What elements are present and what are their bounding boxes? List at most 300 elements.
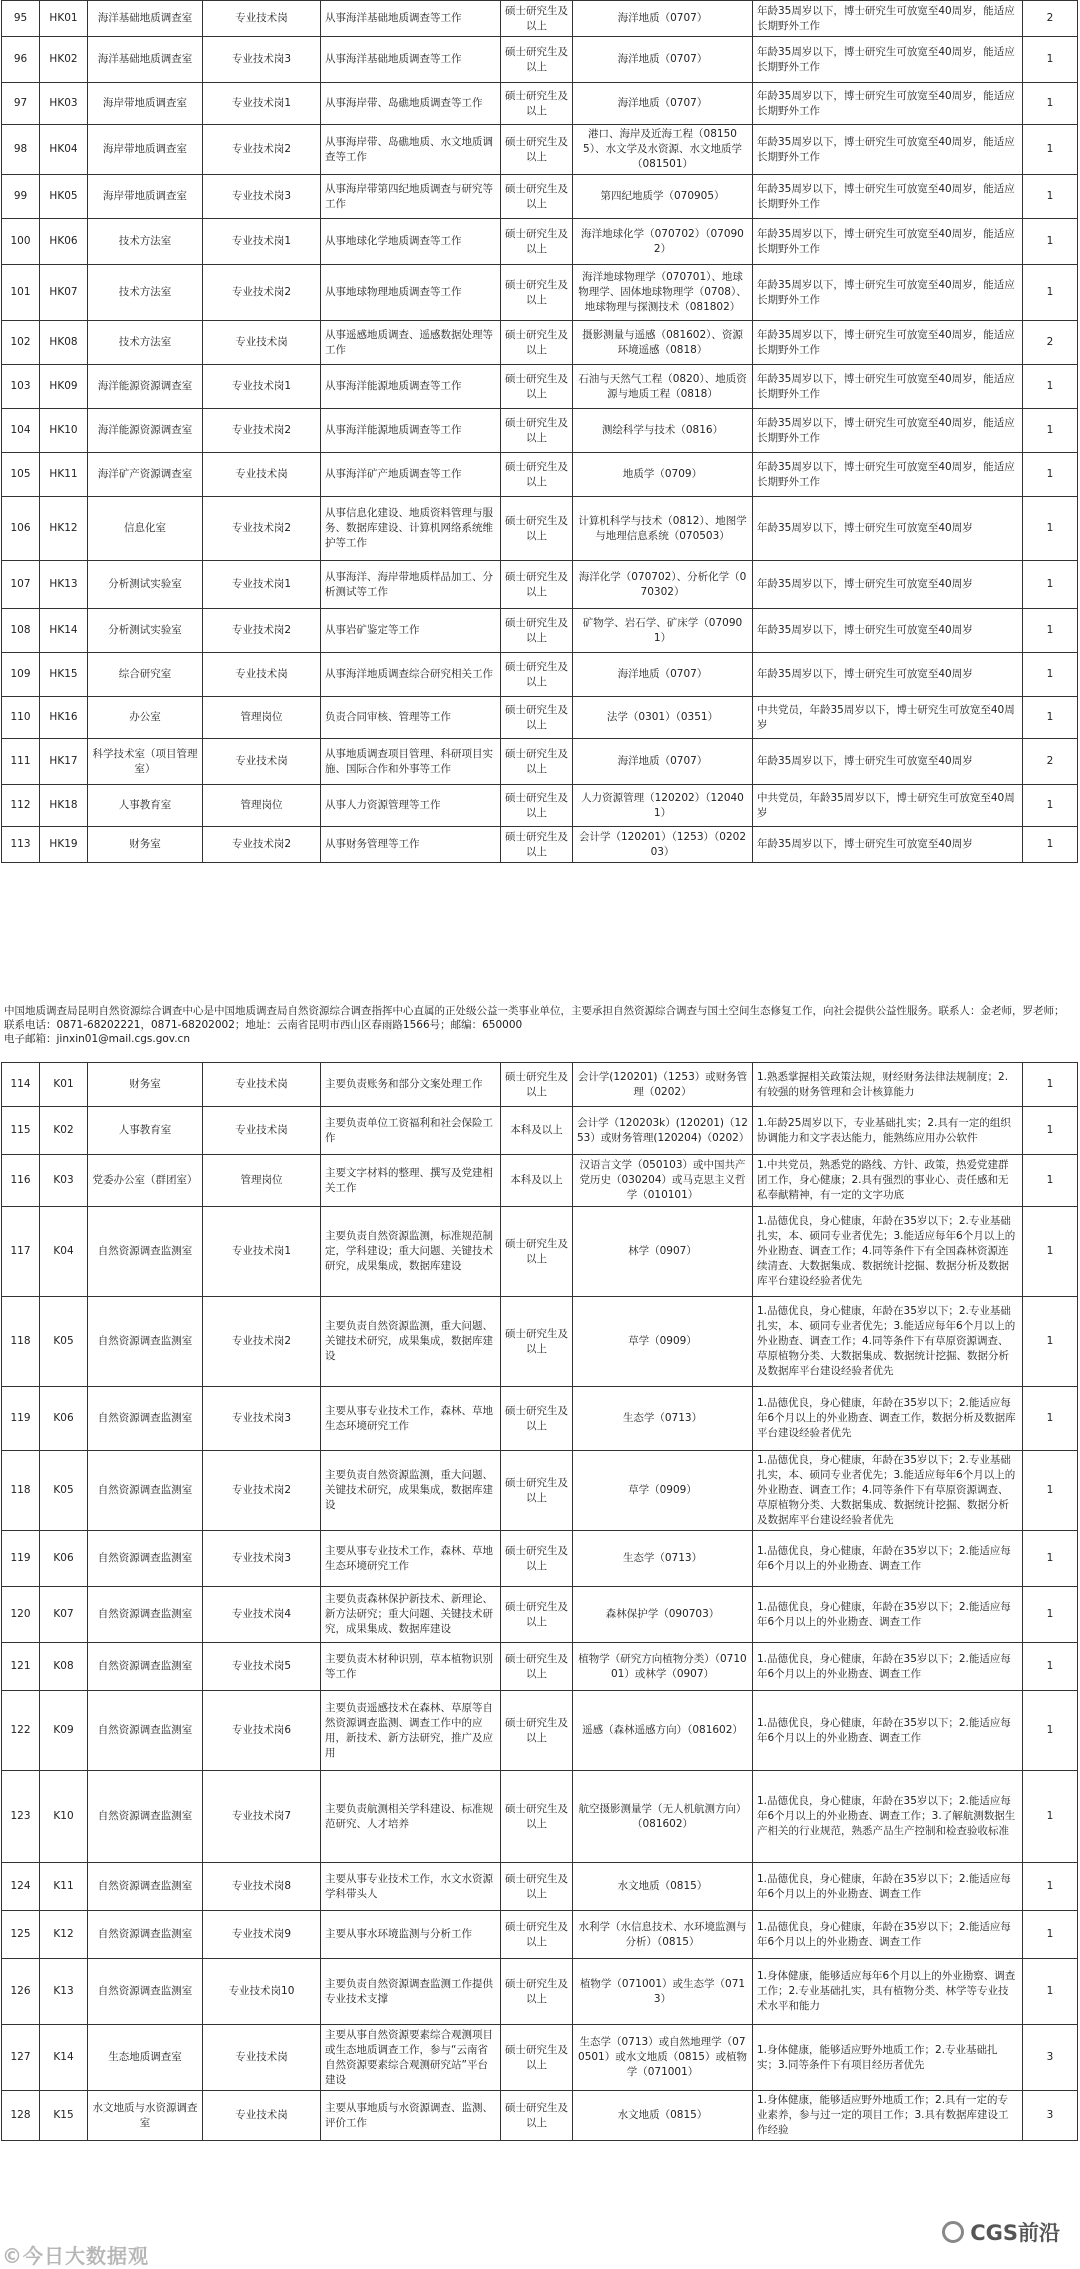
requirements-cell: 年龄35周岁以下，博士研究生可放宽至40周岁，能适应长期野外工作: [753, 175, 1023, 219]
table-row: [2, 365, 1078, 409]
job-duties-cell: 从事地球物理地质调查等工作: [321, 265, 501, 321]
requirements-cell: 1.品德优良，身心健康，年龄在35岁以下；2.能适应每年6个月以上的外业勘查、调查工作: [753, 1643, 1023, 1691]
table-row: [2, 653, 1078, 697]
job-duties-cell: 从事海岸带、岛礁地质调查等工作: [321, 83, 501, 125]
headcount-cell: 1: [1023, 1771, 1078, 1863]
department-cell: 技术方法室: [88, 219, 203, 265]
major-cell: 人力资源管理（120202）（120401）: [573, 785, 753, 827]
post-type-cell: 专业技术岗: [203, 739, 321, 785]
headcount-cell: 1: [1023, 1863, 1078, 1911]
headcount-cell: 1: [1023, 609, 1078, 653]
major-cell: 林学（0907）: [573, 1207, 753, 1297]
post-type-cell: 专业技术岗: [203, 1, 321, 37]
department-cell: 人事教育室: [88, 785, 203, 827]
job-duties-cell: 主要负责航测相关学科建设、标准规范研究、人才培养: [321, 1771, 501, 1863]
headcount-cell: 1: [1023, 561, 1078, 609]
headcount-cell: 3: [1023, 2025, 1078, 2091]
table-row: [2, 125, 1078, 175]
post-code-cell: K02: [40, 1107, 88, 1155]
table-row: [2, 1863, 1078, 1911]
requirements-cell: 1.品德优良，身心健康，年龄在35岁以下；2.能适应每年6个月以上的外业勘查、调查工作: [753, 1863, 1023, 1911]
headcount-cell: 1: [1023, 497, 1078, 561]
row-number-cell: 117: [2, 1207, 40, 1297]
department-cell: 水文地质与水资源调查室: [88, 2091, 203, 2141]
notice-text: 中国地质调查局昆明自然资源综合调查中心是中国地质调查局自然资源综合调查指挥中心直属的正处级公益一类事业单位，主要承担自然资源综合调查与国土空间生态修复工作，向社会提供公益性服务。联系人：金老师，罗老师；联系电话：0871-68202221，0871-68202002；地址：云南省昆明市西山区春雨路1566号；邮编：650000: [4, 1005, 1065, 1031]
job-duties-cell: 主要负责木材种识别，草本植物识别等工作: [321, 1643, 501, 1691]
department-cell: 海洋矿产资源调查室: [88, 453, 203, 497]
requirements-cell: 年龄35周岁以下，博士研究生可放宽至40周岁，能适应长期野外工作: [753, 321, 1023, 365]
table-row: [2, 1691, 1078, 1771]
education-cell: 硕士研究生及以上: [501, 37, 573, 83]
major-cell: 生态学（0713）: [573, 1387, 753, 1451]
row-number-cell: 97: [2, 83, 40, 125]
job-duties-cell: 主要从事专业技术工作，森林、草地生态环境研究工作: [321, 1531, 501, 1587]
row-number-cell: 102: [2, 321, 40, 365]
requirements-cell: 年龄35周岁以下，博士研究生可放宽至40周岁，能适应长期野外工作: [753, 265, 1023, 321]
row-number-cell: 126: [2, 1959, 40, 2025]
post-code-cell: HK16: [40, 697, 88, 739]
job-duties-cell: 从事海洋矿产地质调查等工作: [321, 453, 501, 497]
row-number-cell: 128: [2, 2091, 40, 2141]
row-number-cell: 95: [2, 1, 40, 37]
table-row: [2, 219, 1078, 265]
department-cell: 海岸带地质调查室: [88, 83, 203, 125]
job-duties-cell: 主要负责单位工资福利和社会保险工作: [321, 1107, 501, 1155]
education-cell: 硕士研究生及以上: [501, 321, 573, 365]
post-type-cell: 专业技术岗2: [203, 827, 321, 863]
major-cell: 海洋地质（0707）: [573, 653, 753, 697]
education-cell: 本科及以上: [501, 1155, 573, 1207]
major-cell: 矿物学、岩石学、矿床学（070901）: [573, 609, 753, 653]
department-cell: 技术方法室: [88, 265, 203, 321]
headcount-cell: 1: [1023, 1063, 1078, 1107]
post-code-cell: K09: [40, 1691, 88, 1771]
table-row: [2, 497, 1078, 561]
post-type-cell: 专业技术岗1: [203, 365, 321, 409]
table-row: [2, 1297, 1078, 1387]
department-cell: 自然资源调查监测室: [88, 1451, 203, 1531]
table-row: [2, 1, 1078, 37]
job-duties-cell: 主要从事水环境监测与分析工作: [321, 1911, 501, 1959]
job-duties-cell: 从事地质调查项目管理、科研项目实施、国际合作和外事等工作: [321, 739, 501, 785]
major-cell: 植物学（071001）或生态学（0713）: [573, 1959, 753, 2025]
table-row: [2, 37, 1078, 83]
row-number-cell: 114: [2, 1063, 40, 1107]
row-number-cell: 124: [2, 1863, 40, 1911]
row-number-cell: 110: [2, 697, 40, 739]
headcount-cell: 1: [1023, 1643, 1078, 1691]
major-cell: 植物学（研究方向植物分类）（071001）或林学（0907）: [573, 1643, 753, 1691]
education-cell: 硕士研究生及以上: [501, 1207, 573, 1297]
post-type-cell: 专业技术岗: [203, 2091, 321, 2141]
education-cell: 硕士研究生及以上: [501, 175, 573, 219]
requirements-cell: 1.品德优良，身心健康，年龄在35岁以下；2.专业基础扎实，本、硕同专业者优先；3.能适应每年6个月以上的外业勘查、调查工作；4.同等条件下有草原资源调查、草原植物分类、大数据集成、数据统计挖掘、数据分析及数据库平台建设经验者优先: [753, 1297, 1023, 1387]
headcount-cell: 1: [1023, 1911, 1078, 1959]
table-row: [2, 785, 1078, 827]
department-cell: 人事教育室: [88, 1107, 203, 1155]
headcount-cell: 1: [1023, 409, 1078, 453]
education-cell: 硕士研究生及以上: [501, 785, 573, 827]
table-row: [2, 453, 1078, 497]
watermark-right: [942, 2217, 1060, 2247]
table-row: [2, 1959, 1078, 2025]
job-duties-cell: 主要负责自然资源监测，标准规范制定，学科建设；重大问题、关键技术研究，成果集成，数据库建设: [321, 1207, 501, 1297]
major-cell: 地质学（0709）: [573, 453, 753, 497]
job-duties-cell: 主要负责自然资源调查监测工作提供专业技术支撑: [321, 1959, 501, 2025]
row-number-cell: 108: [2, 609, 40, 653]
education-cell: 硕士研究生及以上: [501, 219, 573, 265]
requirements-cell: 年龄35周岁以下，博士研究生可放宽至40周岁: [753, 561, 1023, 609]
education-cell: 硕士研究生及以上: [501, 1771, 573, 1863]
job-duties-cell: 从事财务管理等工作: [321, 827, 501, 863]
major-cell: 测绘科学与技术（0816）: [573, 409, 753, 453]
major-cell: 海洋地球物理学（070701）、地球物理学、固体地球物理学（0708）、地球物理与探测技术（081802）: [573, 265, 753, 321]
requirements-cell: 年龄35周岁以下，博士研究生可放宽至40周岁，能适应长期野外工作: [753, 125, 1023, 175]
post-code-cell: K13: [40, 1959, 88, 2025]
education-cell: 硕士研究生及以上: [501, 1387, 573, 1451]
post-code-cell: K07: [40, 1587, 88, 1643]
table-row: [2, 2091, 1078, 2141]
major-cell: 港口、海岸及近海工程（081505）、水文学及水资源、水文地质学（081501）: [573, 125, 753, 175]
requirements-cell: 中共党员，年龄35周岁以下，博士研究生可放宽至40周岁: [753, 697, 1023, 739]
headcount-cell: 1: [1023, 125, 1078, 175]
headcount-cell: 1: [1023, 83, 1078, 125]
education-cell: 硕士研究生及以上: [501, 453, 573, 497]
education-cell: 硕士研究生及以上: [501, 1451, 573, 1531]
requirements-cell: 年龄35周岁以下，博士研究生可放宽至40周岁，能适应长期野外工作: [753, 37, 1023, 83]
post-type-cell: 专业技术岗2: [203, 409, 321, 453]
post-type-cell: 专业技术岗: [203, 653, 321, 697]
major-cell: 会计学(120201)（1253）或财务管理（0202）: [573, 1063, 753, 1107]
job-duties-cell: 主要从事地质与水资源调查、监测、评价工作: [321, 2091, 501, 2141]
department-cell: 信息化室: [88, 497, 203, 561]
major-cell: 海洋地球化学（070702）（070902）: [573, 219, 753, 265]
education-cell: 硕士研究生及以上: [501, 2091, 573, 2141]
post-type-cell: 专业技术岗3: [203, 1387, 321, 1451]
job-duties-cell: 从事人力资源管理等工作: [321, 785, 501, 827]
job-duties-cell: 从事海岸带、岛礁地质、水文地质调查等工作: [321, 125, 501, 175]
requirements-cell: 年龄35周岁以下，博士研究生可放宽至40周岁，能适应长期野外工作: [753, 1, 1023, 37]
table-row: [2, 827, 1078, 863]
headcount-cell: 1: [1023, 37, 1078, 83]
job-duties-cell: 从事信息化建设、地质资料管理与服务、数据库建设、计算机网络系统维护等工作: [321, 497, 501, 561]
post-type-cell: 专业技术岗2: [203, 125, 321, 175]
headcount-cell: 1: [1023, 785, 1078, 827]
job-duties-cell: 从事海洋基础地质调查等工作: [321, 37, 501, 83]
major-cell: 海洋地质（0707）: [573, 1, 753, 37]
education-cell: 硕士研究生及以上: [501, 125, 573, 175]
major-cell: 会计学（120203k）(120201)（1253）或财务管理(120204)（0202）: [573, 1107, 753, 1155]
education-cell: 硕士研究生及以上: [501, 1063, 573, 1107]
job-duties-cell: 主要负责自然资源监测，重大问题、关键技术研究，成果集成，数据库建设: [321, 1451, 501, 1531]
post-type-cell: 专业技术岗3: [203, 175, 321, 219]
requirements-cell: 1.品德优良，身心健康，年龄在35岁以下；2.能适应每年6个月以上的外业勘查、调查工作: [753, 1691, 1023, 1771]
post-code-cell: K05: [40, 1297, 88, 1387]
department-cell: 分析测试实验室: [88, 609, 203, 653]
job-duties-cell: 主要从事专业技术工作，森林、草地生态环境研究工作: [321, 1387, 501, 1451]
job-duties-cell: 主要负责自然资源监测，重大问题、关键技术研究，成果集成，数据库建设: [321, 1297, 501, 1387]
major-cell: 航空摄影测量学（无人机航测方向）（081602）: [573, 1771, 753, 1863]
post-type-cell: 专业技术岗2: [203, 265, 321, 321]
post-type-cell: 专业技术岗2: [203, 1297, 321, 1387]
department-cell: 科学技术室（项目管理室）: [88, 739, 203, 785]
education-cell: 硕士研究生及以上: [501, 1587, 573, 1643]
post-code-cell: HK04: [40, 125, 88, 175]
post-code-cell: K06: [40, 1387, 88, 1451]
job-duties-cell: 从事海洋基础地质调查等工作: [321, 1, 501, 37]
post-type-cell: 专业技术岗9: [203, 1911, 321, 1959]
requirements-cell: 年龄35周岁以下，博士研究生可放宽至40周岁: [753, 497, 1023, 561]
department-cell: 办公室: [88, 697, 203, 739]
job-duties-cell: 主要负责遥感技术在森林、草原等自然资源调查监测、调查工作中的应用，新技术、新方法研究，推广及应用: [321, 1691, 501, 1771]
post-code-cell: HK02: [40, 37, 88, 83]
post-type-cell: 专业技术岗1: [203, 219, 321, 265]
major-cell: 遥感（森林遥感方向）（081602）: [573, 1691, 753, 1771]
post-type-cell: 专业技术岗2: [203, 609, 321, 653]
headcount-cell: 1: [1023, 1691, 1078, 1771]
table-row: [2, 265, 1078, 321]
job-duties-cell: 从事地球化学地质调查等工作: [321, 219, 501, 265]
post-code-cell: HK01: [40, 1, 88, 37]
headcount-cell: 1: [1023, 1155, 1078, 1207]
row-number-cell: 100: [2, 219, 40, 265]
row-number-cell: 111: [2, 739, 40, 785]
requirements-cell: 1.品德优良，身心健康，年龄在35岁以下；2.能适应每年6个月以上的外业勘查、调查工作；3.了解航测数据生产相关的行业规范，熟悉产品生产控制和检查验收标准: [753, 1771, 1023, 1863]
post-type-cell: 专业技术岗3: [203, 37, 321, 83]
headcount-cell: 1: [1023, 653, 1078, 697]
post-type-cell: 专业技术岗: [203, 1107, 321, 1155]
job-duties-cell: 从事海洋、海岸带地质样品加工、分析测试等工作: [321, 561, 501, 609]
requirements-cell: 年龄35周岁以下，博士研究生可放宽至40周岁: [753, 653, 1023, 697]
table-row: [2, 1063, 1078, 1107]
department-cell: 自然资源调查监测室: [88, 1587, 203, 1643]
job-duties-cell: 主要从事自然资源要素综合观测项目或生态地质调查工作，参与“云南省自然资源要素综合观测研究站”平台建设: [321, 2025, 501, 2091]
post-type-cell: 管理岗位: [203, 697, 321, 739]
major-cell: 第四纪地质学（070905）: [573, 175, 753, 219]
headcount-cell: 2: [1023, 1, 1078, 37]
post-code-cell: K12: [40, 1911, 88, 1959]
headcount-cell: 3: [1023, 2091, 1078, 2141]
post-code-cell: HK15: [40, 653, 88, 697]
post-code-cell: K01: [40, 1063, 88, 1107]
department-cell: 自然资源调查监测室: [88, 1691, 203, 1771]
major-cell: 会计学（120201）（1253）（020203）: [573, 827, 753, 863]
job-duties-cell: 从事海洋能源地质调查等工作: [321, 409, 501, 453]
row-number-cell: 116: [2, 1155, 40, 1207]
post-type-cell: 专业技术岗: [203, 453, 321, 497]
recruitment-table-part2: [1, 1062, 1078, 2141]
post-code-cell: K05: [40, 1451, 88, 1531]
education-cell: 硕士研究生及以上: [501, 83, 573, 125]
table-row: [2, 1387, 1078, 1451]
post-code-cell: HK08: [40, 321, 88, 365]
job-duties-cell: 从事海岸带第四纪地质调查与研究等工作: [321, 175, 501, 219]
wechat-logo-icon: [942, 2221, 964, 2243]
job-duties-cell: 主要从事专业技术工作，水文水资源学科带头人: [321, 1863, 501, 1911]
education-cell: 硕士研究生及以上: [501, 697, 573, 739]
requirements-cell: 1.年龄25周岁以下，专业基础扎实；2.具有一定的组织协调能力和文字表达能力，能熟练应用办公软件: [753, 1107, 1023, 1155]
table-row: [2, 1911, 1078, 1959]
post-code-cell: HK09: [40, 365, 88, 409]
post-code-cell: HK06: [40, 219, 88, 265]
education-cell: 硕士研究生及以上: [501, 609, 573, 653]
education-cell: 硕士研究生及以上: [501, 1531, 573, 1587]
post-type-cell: 专业技术岗4: [203, 1587, 321, 1643]
job-duties-cell: 负责合同审核、管理等工作: [321, 697, 501, 739]
education-cell: 硕士研究生及以上: [501, 1911, 573, 1959]
major-cell: 计算机科学与技术（0812）、地图学与地理信息系统（070503）: [573, 497, 753, 561]
post-code-cell: K08: [40, 1643, 88, 1691]
post-type-cell: 专业技术岗: [203, 2025, 321, 2091]
post-type-cell: 专业技术岗6: [203, 1691, 321, 1771]
department-cell: 分析测试实验室: [88, 561, 203, 609]
table-row: [2, 1207, 1078, 1297]
headcount-cell: 1: [1023, 453, 1078, 497]
post-code-cell: K04: [40, 1207, 88, 1297]
department-cell: 自然资源调查监测室: [88, 1643, 203, 1691]
department-cell: 自然资源调查监测室: [88, 1911, 203, 1959]
row-number-cell: 113: [2, 827, 40, 863]
row-number-cell: 121: [2, 1643, 40, 1691]
education-cell: 硕士研究生及以上: [501, 827, 573, 863]
department-cell: 自然资源调查监测室: [88, 1387, 203, 1451]
requirements-cell: 1.身体健康，能够适应野外地质工作；2.具有一定的专业素养，参与过一定的项目工作；3.具有数据库建设工作经验: [753, 2091, 1023, 2141]
major-cell: 法学（0301）（0351）: [573, 697, 753, 739]
education-cell: 硕士研究生及以上: [501, 2025, 573, 2091]
table-row: [2, 409, 1078, 453]
post-type-cell: 管理岗位: [203, 1155, 321, 1207]
table-row: [2, 1451, 1078, 1531]
table-row: [2, 561, 1078, 609]
requirements-cell: 年龄35周岁以下，博士研究生可放宽至40周岁: [753, 827, 1023, 863]
watermark-right-text: CGS前沿: [970, 2221, 1060, 2245]
table-row: [2, 83, 1078, 125]
job-duties-cell: 从事遥感地质调查、遥感数据处理等工作: [321, 321, 501, 365]
row-number-cell: 112: [2, 785, 40, 827]
post-type-cell: 专业技术岗7: [203, 1771, 321, 1863]
department-cell: 海洋能源资源调查室: [88, 365, 203, 409]
major-cell: 水文地质（0815）: [573, 2091, 753, 2141]
department-cell: 自然资源调查监测室: [88, 1771, 203, 1863]
post-code-cell: HK17: [40, 739, 88, 785]
row-number-cell: 104: [2, 409, 40, 453]
requirements-cell: 1.熟悉掌握相关政策法规，财经财务法律法规制度；2.有较强的财务管理和会计核算能力: [753, 1063, 1023, 1107]
table-row: [2, 1771, 1078, 1863]
department-cell: 海岸带地质调查室: [88, 125, 203, 175]
row-number-cell: 107: [2, 561, 40, 609]
education-cell: 硕士研究生及以上: [501, 265, 573, 321]
major-cell: 生态学（0713）: [573, 1531, 753, 1587]
requirements-cell: 1.品德优良，身心健康，年龄在35岁以下；2.专业基础扎实，本、硕同专业者优先；3.能适应每年6个月以上的外业勘查、调查工作；4.同等条件下有草原资源调查、草原植物分类、大数据集成、数据统计挖掘、数据分析及数据库平台建设经验者优先: [753, 1451, 1023, 1531]
post-code-cell: K10: [40, 1771, 88, 1863]
post-type-cell: 专业技术岗3: [203, 1531, 321, 1587]
education-cell: 硕士研究生及以上: [501, 1297, 573, 1387]
post-code-cell: HK12: [40, 497, 88, 561]
headcount-cell: 1: [1023, 1107, 1078, 1155]
row-number-cell: 98: [2, 125, 40, 175]
requirements-cell: 1.品德优良，身心健康，年龄在35岁以下；2.能适应每年6个月以上的外业勘查、调查工作: [753, 1911, 1023, 1959]
requirements-cell: 年龄35周岁以下，博士研究生可放宽至40周岁，能适应长期野外工作: [753, 409, 1023, 453]
post-type-cell: 专业技术岗1: [203, 561, 321, 609]
headcount-cell: 1: [1023, 175, 1078, 219]
education-cell: 本科及以上: [501, 1107, 573, 1155]
post-type-cell: 专业技术岗2: [203, 1451, 321, 1531]
table-row: [2, 1643, 1078, 1691]
major-cell: 海洋地质（0707）: [573, 739, 753, 785]
row-number-cell: 127: [2, 2025, 40, 2091]
education-cell: 硕士研究生及以上: [501, 1643, 573, 1691]
post-code-cell: K15: [40, 2091, 88, 2141]
department-cell: 综合研究室: [88, 653, 203, 697]
row-number-cell: 109: [2, 653, 40, 697]
major-cell: 海洋化学（070702）、分析化学（070302）: [573, 561, 753, 609]
headcount-cell: 2: [1023, 321, 1078, 365]
major-cell: 水文地质（0815）: [573, 1863, 753, 1911]
row-number-cell: 106: [2, 497, 40, 561]
table-row: [2, 1107, 1078, 1155]
post-type-cell: 专业技术岗8: [203, 1863, 321, 1911]
post-code-cell: HK13: [40, 561, 88, 609]
job-duties-cell: 从事岩矿鉴定等工作: [321, 609, 501, 653]
job-duties-cell: 主要文字材料的整理、撰写及党建相关工作: [321, 1155, 501, 1207]
requirements-cell: 年龄35周岁以下，博士研究生可放宽至40周岁，能适应长期野外工作: [753, 453, 1023, 497]
post-code-cell: HK14: [40, 609, 88, 653]
row-number-cell: 103: [2, 365, 40, 409]
headcount-cell: 1: [1023, 219, 1078, 265]
row-number-cell: 118: [2, 1297, 40, 1387]
requirements-cell: 年龄35周岁以下，博士研究生可放宽至40周岁，能适应长期野外工作: [753, 83, 1023, 125]
requirements-cell: 1.身体健康，能够适应每年6个月以上的外业勘察、调查工作；2.专业基础扎实，具有植物分类、林学等专业技术水平和能力: [753, 1959, 1023, 2025]
table-row: [2, 2025, 1078, 2091]
education-cell: 硕士研究生及以上: [501, 365, 573, 409]
post-code-cell: HK11: [40, 453, 88, 497]
row-number-cell: 105: [2, 453, 40, 497]
department-cell: 海洋能源资源调查室: [88, 409, 203, 453]
post-type-cell: 专业技术岗1: [203, 1207, 321, 1297]
education-cell: 硕士研究生及以上: [501, 1863, 573, 1911]
headcount-cell: 1: [1023, 365, 1078, 409]
department-cell: 党委办公室（群团室）: [88, 1155, 203, 1207]
headcount-cell: 1: [1023, 697, 1078, 739]
table-row: [2, 1155, 1078, 1207]
education-cell: 硕士研究生及以上: [501, 1691, 573, 1771]
table-row: [2, 1531, 1078, 1587]
row-number-cell: 115: [2, 1107, 40, 1155]
education-cell: 硕士研究生及以上: [501, 497, 573, 561]
job-duties-cell: 主要负责森林保护新技术、新理论、新方法研究；重大问题、关键技术研究，成果集成、数据库建设: [321, 1587, 501, 1643]
row-number-cell: 119: [2, 1387, 40, 1451]
department-cell: 海洋基础地质调查室: [88, 1, 203, 37]
education-cell: 硕士研究生及以上: [501, 739, 573, 785]
requirements-cell: 1.身体健康，能够适应野外地质工作；2.专业基础扎实；3.同等条件下有项目经历者优先: [753, 2025, 1023, 2091]
post-code-cell: HK19: [40, 827, 88, 863]
job-duties-cell: 从事海洋地质调查综合研究相关工作: [321, 653, 501, 697]
requirements-cell: 中共党员，年龄35周岁以下，博士研究生可放宽至40周岁: [753, 785, 1023, 827]
requirements-cell: 1.品德优良，身心健康，年龄在35岁以下；2.能适应每年6个月以上的外业勘查、调查工作，数据分析及数据库平台建设经验者优先: [753, 1387, 1023, 1451]
row-number-cell: 99: [2, 175, 40, 219]
requirements-cell: 年龄35周岁以下，博士研究生可放宽至40周岁，能适应长期野外工作: [753, 219, 1023, 265]
post-code-cell: HK05: [40, 175, 88, 219]
headcount-cell: 1: [1023, 1959, 1078, 2025]
education-cell: 硕士研究生及以上: [501, 409, 573, 453]
requirements-cell: 1.品德优良，身心健康，年龄在35岁以下；2.专业基础扎实，本、硕同专业者优先；3.能适应每年6个月以上的外业勘查、调查工作；4.同等条件下有全国森林资源连续清查、大数据集成、数据统计挖掘、数据分析及数据库平台建设经验者优先: [753, 1207, 1023, 1297]
row-number-cell: 123: [2, 1771, 40, 1863]
recruitment-table-part1: [1, 0, 1078, 863]
education-cell: 硕士研究生及以上: [501, 1959, 573, 2025]
headcount-cell: 1: [1023, 1387, 1078, 1451]
notice-email: 电子邮箱：jinxin01@mail.cgs.gov.cn: [4, 1033, 190, 1045]
department-cell: 海洋基础地质调查室: [88, 37, 203, 83]
